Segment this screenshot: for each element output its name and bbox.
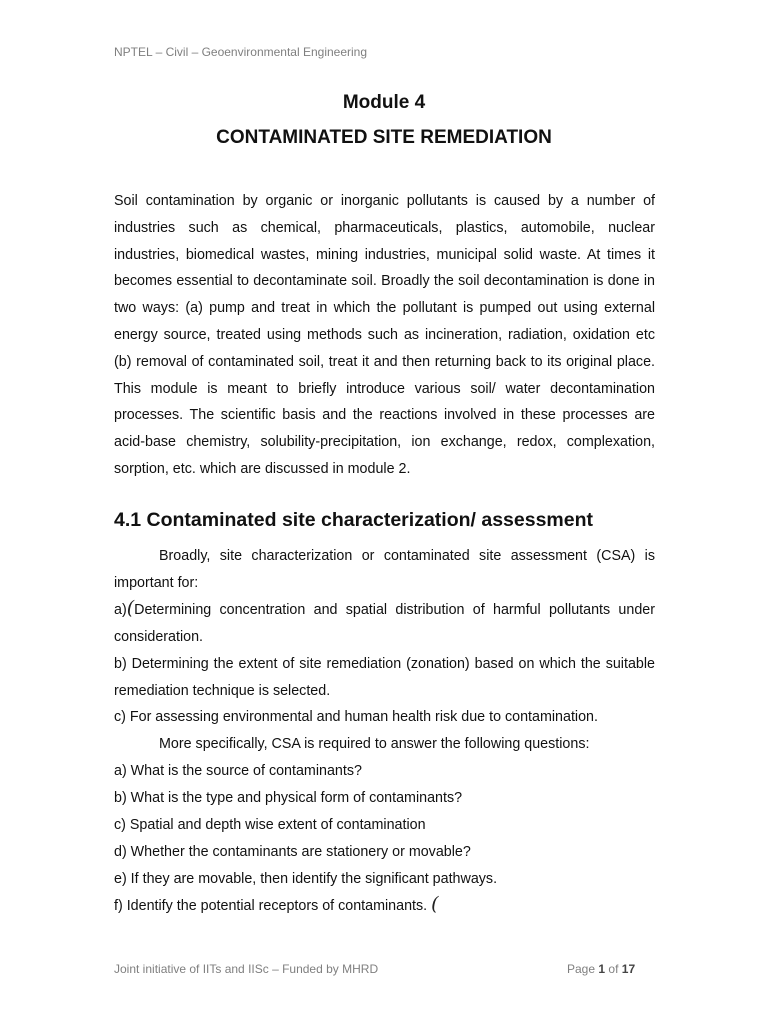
section-body	[114, 543, 655, 920]
list-item-a	[114, 597, 655, 651]
question-item: c) Spatial and depth wise extent of contamination	[114, 817, 426, 834]
item-a-text: Determining concentration and spatial distribution of harmful pollutants under consideration.	[114, 601, 655, 645]
footer-credit: Joint initiative of IITs and IISc – Funded by MHRD	[114, 962, 379, 976]
module-subtitle: CONTAMINATED SITE REMEDIATION	[216, 127, 552, 148]
question-item-last	[114, 893, 655, 920]
handwritten-mark: (	[431, 892, 439, 915]
list-item-b: b) Determining the extent of site remediation (zonation) based on which the suitable remediation technique is selected.	[114, 655, 655, 699]
page-total: 17	[621, 962, 636, 976]
module-title: Module 4	[342, 92, 426, 113]
intro-paragraph: Soil contamination by organic or inorganic pollutants is caused by a number of industries such as chemical, pharmaceuticals, plastics, automobile, nuclear industries, biomedical wastes, mining industries, municipal solid waste. At times it becomes essential to decontaminate soil. Broadly the soil decontamination is done in two ways: (a) pump and treat in which the pollutant is pumped out using external energy source, treated using methods such as incineration, radiation, oxidation etc (b) removal of contaminated soil, treat it and then returning back to its original place. This module is meant to briefly introduce various soil/ water decontamination processes. The scientific basis and the reactions involved in these processes are acid-base chemistry, solubility-precipitation, ion exchange, redox, complexation, sorption, etc. which are discussed in module 2.	[114, 193, 655, 477]
page-of: of	[608, 962, 619, 976]
section-heading: 4.1 Contaminated site characterization/ assessment	[114, 509, 594, 531]
question-item: a) What is the source of contaminants?	[114, 763, 362, 780]
page-number	[567, 962, 635, 976]
list-item-c: c) For assessing environmental and human health risk due to contamination.	[114, 709, 598, 726]
handwritten-mark: (	[126, 596, 135, 619]
item-a-prefix: a)	[114, 601, 127, 618]
question-item: d) Whether the contaminants are stationery or movable?	[114, 843, 471, 860]
page-current: 1	[598, 962, 606, 976]
question-item: e) If they are movable, then identify the significant pathways.	[114, 870, 498, 887]
page-header: NPTEL – Civil – Geoenvironmental Engineering	[114, 45, 368, 59]
question-item: b) What is the type and physical form of contaminants?	[114, 790, 463, 807]
page-label: Page	[567, 962, 596, 976]
section-lead: Broadly, site characterization or contaminated site assessment (CSA) is important for:	[114, 548, 655, 591]
questions-lead: More specifically, CSA is required to answer the following questions:	[159, 736, 590, 753]
question-f-text: f) Identify the potential receptors of contaminants.	[114, 897, 428, 914]
